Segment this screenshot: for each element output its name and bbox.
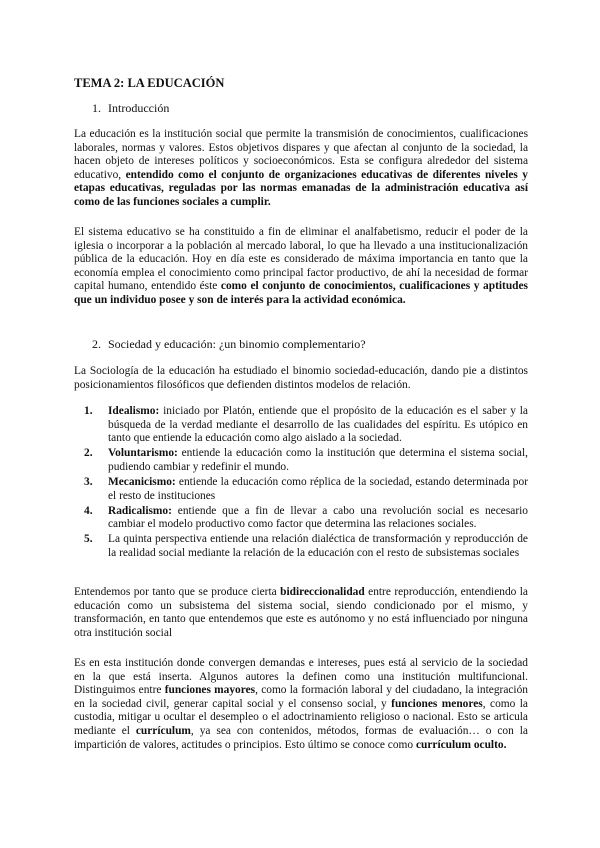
list-item — [84, 533, 528, 560]
list-item — [84, 447, 528, 474]
paragraph-text: El sistema educativo se ha constituido a fin de eliminar el analfabetismo, reducir el poder de la iglesia o incorporar a la población al mercado laboral, lo que ha llevado a una institucionalización pública de la educación. Hoy en día este es considerado de máxima importancia en tanto que la economía emplea el conocimiento como principal factor productivo, de ahí la necesidad de formar capital humano, entendido éste — [74, 226, 528, 293]
bold-term: currículum oculto. — [415, 738, 507, 751]
bold-definition: entendido como el conjunto de organizaciones educativas de diferentes niveles y etapas educativas, reguladas por las normas emanadas de la administración educativa así como de las funciones sociales a cumplir. — [74, 168, 528, 208]
paragraph-text: La educación es la institución social que permite la transmisión de conocimientos, cualificaciones laborales, normas y valores. Estos objetivos dispares y que afectan al conjunto de la sociedad, la hacen objeto de intereses políticos y socioeconómicos. Esta se configura alrededor del sistema educativo, — [74, 128, 528, 181]
bold-term: bidireccionalidad — [280, 586, 365, 598]
list-text: entiende que a fin de llevar a cabo una revolución social es necesario cambiar el modelo productivo como factor que determina las relaciones sociales. — [108, 504, 528, 531]
list-item — [84, 405, 528, 446]
paragraph-funciones — [74, 657, 528, 752]
list-number: 1. — [84, 405, 93, 417]
list-term: Mecanicismo: — [108, 475, 176, 488]
list-term: Radicalismo: — [108, 504, 172, 517]
list-number: 3. — [84, 475, 93, 488]
list-item — [84, 476, 528, 503]
perspectives-list — [84, 405, 528, 562]
paragraph-intro — [74, 128, 528, 210]
paragraph-text: entre reproducción, entendiendo la educación como un subsistema del sistema social, siendo condicionado por el mismo, y transformación, en tanto que entendemos que este es autónomo y no está influenciado por ninguna otra institución social — [74, 586, 528, 639]
bold-definition: como el conjunto de conocimientos, cualificaciones y aptitudes que un individuo posee y son de interés para la actividad económica. — [74, 280, 528, 306]
section-title: Sociedad y educación: ¿un binomio complementario? — [108, 337, 366, 351]
section-heading-sociedad — [92, 337, 366, 352]
paragraph-sistema-educativo — [74, 226, 528, 308]
paragraph-bidireccionalidad — [74, 586, 528, 640]
paragraph-text: , ya sea con contenidos, métodos, formas de evaluación… o con la impartición de valores, actitudes o principios. Esto último se conoce como — [74, 724, 528, 751]
list-item — [84, 505, 528, 532]
paragraph-sociologia: La Sociología de la educación ha estudiado el binomio sociedad-educación, dando pie a distintos posicionamientos filosóficos que defienden distintos modelos de relación. — [74, 365, 528, 391]
bold-term: funciones menores — [391, 697, 483, 710]
paragraph-text: Entendemos por tanto que se produce cierta — [74, 586, 281, 598]
list-text: entiende la educación como réplica de la sociedad, estando determinada por el resto de instituciones — [108, 475, 528, 502]
list-term: Idealismo: — [108, 405, 160, 417]
list-text: entiende la educación como la institución que determina el sistema social, pudiendo cambiar y redefinir el mundo. — [108, 447, 528, 473]
list-number: 4. — [84, 504, 93, 517]
page-title: TEMA 2: LA EDUCACIÓN — [74, 76, 225, 90]
list-number: 5. — [84, 533, 93, 546]
paragraph-text: Es en esta institución donde convergen demandas e intereses, pues está al servicio de la sociedad en la que está inserta. Algunos autores la definen como una institución multifuncional. Distinguimos entre — [74, 657, 528, 697]
paragraph-text: , como la custodia, mitigar u ocultar el desempleo o el adoctrinamiento religioso o nacional. Esto se articula mediante el — [74, 697, 528, 737]
section-title: Introducción — [108, 101, 170, 115]
section-number: 2. — [92, 337, 101, 351]
list-text: La quinta perspectiva entiende una relación dialéctica de transformación y reproducción de la realidad social mediante la relación de la educación con el resto de subsistemas sociales — [108, 533, 528, 559]
bold-term: funciones mayores — [164, 684, 256, 697]
section-number: 1. — [92, 101, 101, 115]
bold-term: currículum — [135, 724, 191, 737]
list-number: 2. — [84, 447, 93, 460]
list-text: iniciado por Platón, entiende que el propósito de la educación es el saber y la búsqueda de la verdad mediante el desarrollo de las cualidades del espíritu. Es utópico en tanto que entiende la educación como algo aislado a la sociedad. — [108, 405, 528, 445]
paragraph-text: , como la formación laboral y del ciudadano, la integración en la sociedad civil, generar capital social y el consenso social, y — [74, 684, 528, 710]
section-heading-introduccion — [92, 101, 169, 116]
list-term: Voluntarismo: — [108, 447, 178, 460]
